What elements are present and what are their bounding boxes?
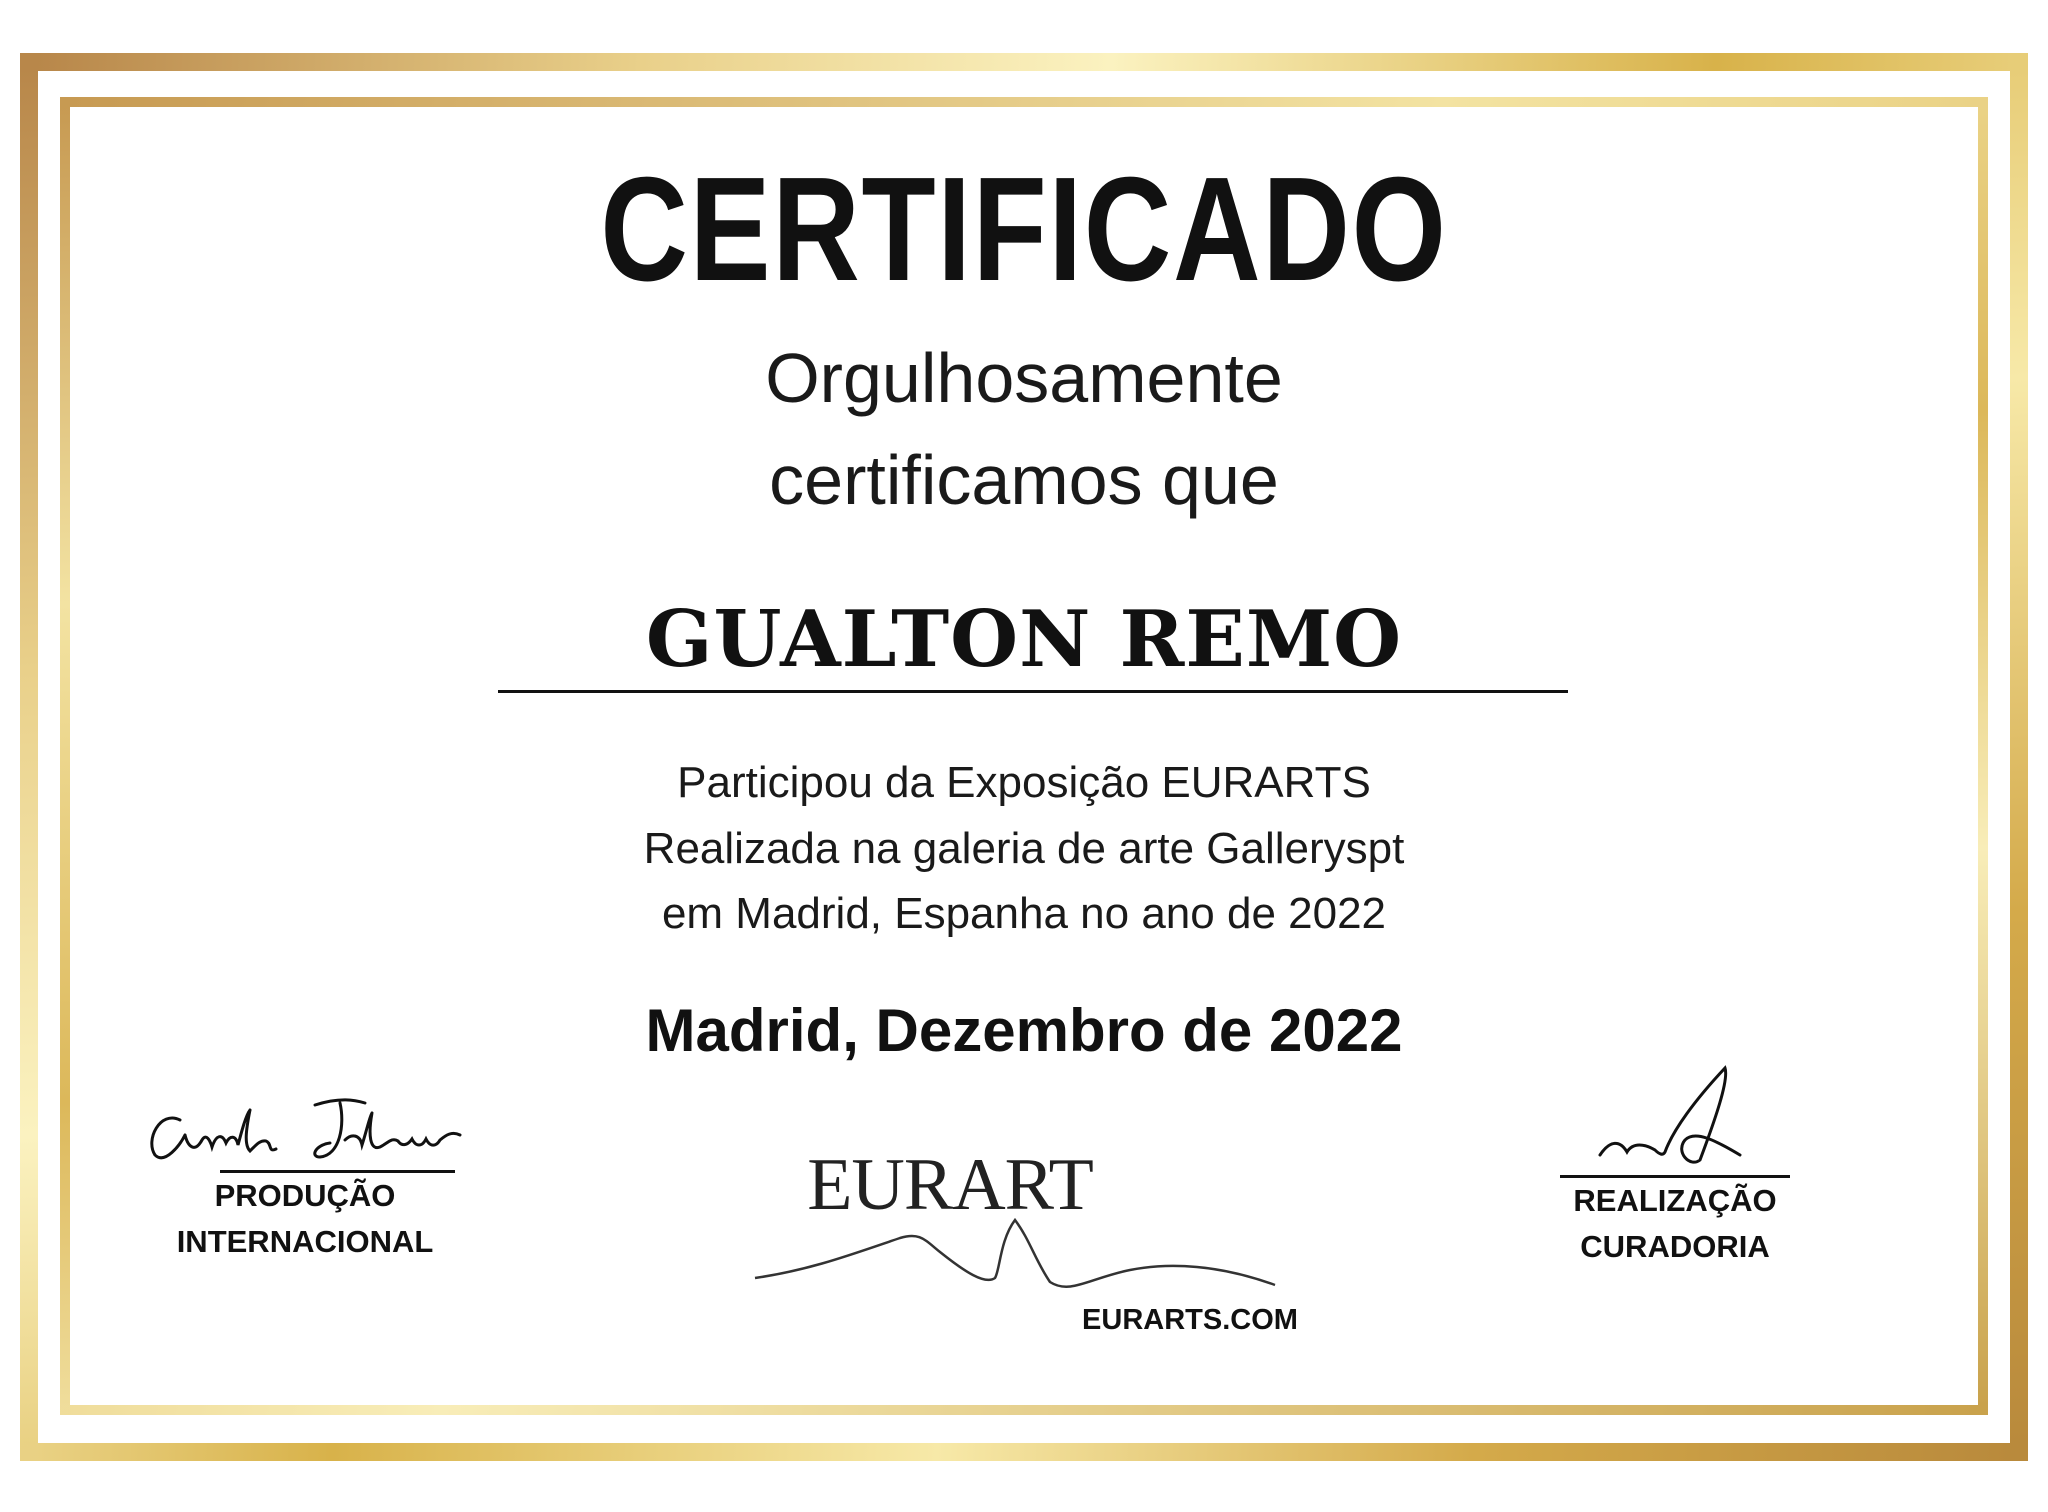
right-signature (1555, 1060, 1795, 1170)
left-label-line-1: PRODUÇÃO (214, 1178, 396, 1213)
subtitle-line-2: certificamos que (769, 441, 1279, 519)
camila-jabour-signature (140, 1085, 500, 1165)
name-underline (498, 690, 1568, 693)
left-signature-block (140, 1085, 500, 1265)
certificate-title: CERTIFICADO (600, 147, 1448, 312)
eurart-logo-text: EURART (807, 1144, 1093, 1226)
website-text[interactable]: EURARTS.COM (1082, 1304, 1298, 1336)
mountain-line-logo (750, 1200, 1290, 1300)
subtitle-line-1: Orgulhosamente (765, 339, 1283, 417)
body-line-2: Realizada na galeria de arte Galleryspt (643, 824, 1405, 873)
place-date: Madrid, Dezembro de 2022 (645, 997, 1403, 1064)
body-line-3: em Madrid, Espanha no ano de 2022 (661, 889, 1387, 938)
body-line-1: Participou da Exposição EURARTS (677, 758, 1371, 807)
right-label-line-2: CURADORIA (1580, 1229, 1770, 1264)
recipient-name: GUALTON REMO (645, 594, 1403, 685)
right-signature-block (1555, 1060, 1795, 1270)
right-label-line-1: REALIZAÇÃO (1573, 1183, 1777, 1218)
left-label-line-2: INTERNACIONAL (176, 1224, 434, 1259)
